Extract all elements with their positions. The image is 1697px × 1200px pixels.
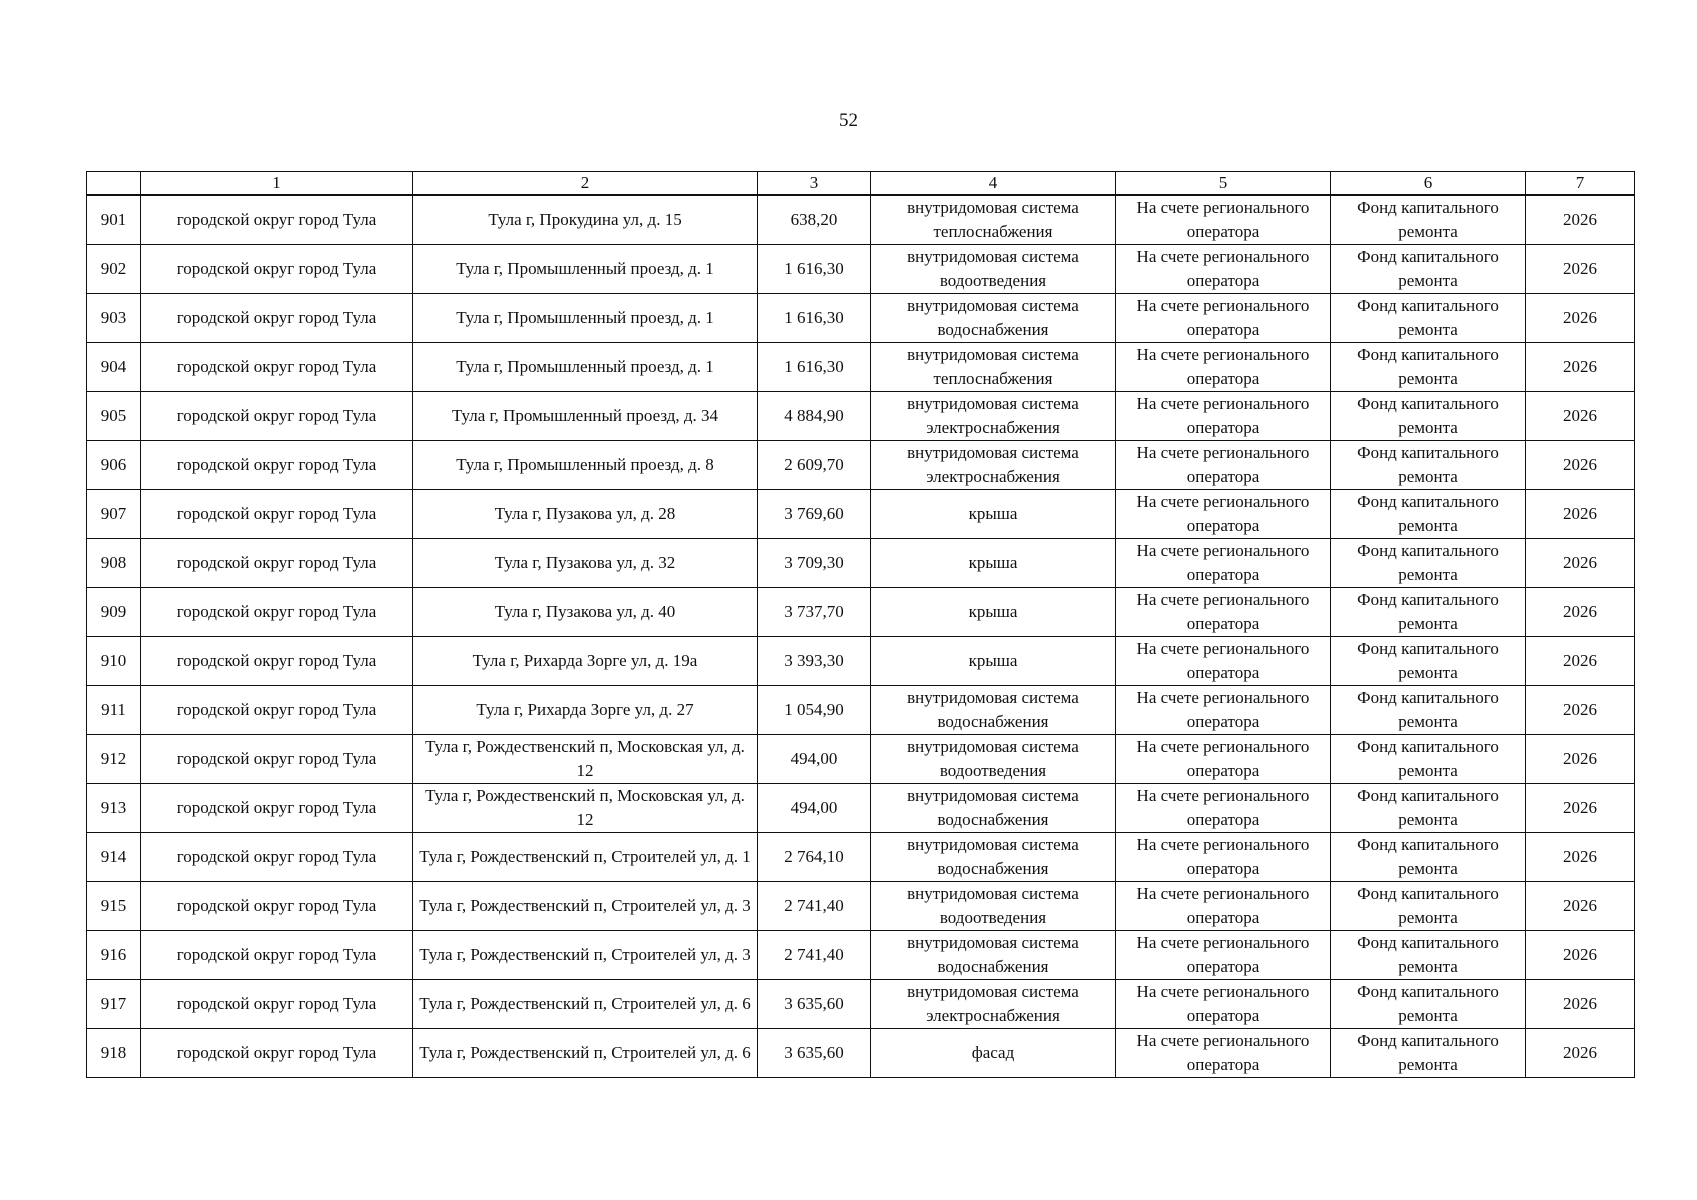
row-number-cell: 906 <box>87 441 141 490</box>
fund-method-cell: На счете регионального оператора <box>1116 195 1331 245</box>
area-cell: 1 054,90 <box>758 686 871 735</box>
fund-method-cell: На счете регионального оператора <box>1116 294 1331 343</box>
header-cell-index <box>87 172 141 196</box>
table-row <box>87 490 1635 539</box>
fund-method-cell: На счете регионального оператора <box>1116 441 1331 490</box>
row-number-cell: 913 <box>87 784 141 833</box>
area-cell: 2 764,10 <box>758 833 871 882</box>
area-cell: 2 609,70 <box>758 441 871 490</box>
address-cell: Тула г, Промышленный проезд, д. 8 <box>413 441 758 490</box>
municipality-cell: городской округ город Тула <box>141 637 413 686</box>
table-row <box>87 980 1635 1029</box>
area-cell: 4 884,90 <box>758 392 871 441</box>
year-cell: 2026 <box>1526 931 1635 980</box>
fund-method-cell: На счете регионального оператора <box>1116 392 1331 441</box>
header-cell-2: 2 <box>413 172 758 196</box>
funding-source-cell: Фонд капитального ремонта <box>1331 195 1526 245</box>
area-cell: 3 393,30 <box>758 637 871 686</box>
funding-source-cell: Фонд капитального ремонта <box>1331 637 1526 686</box>
year-cell: 2026 <box>1526 686 1635 735</box>
funding-source-cell: Фонд капитального ремонта <box>1331 441 1526 490</box>
funding-source-cell: Фонд капитального ремонта <box>1331 588 1526 637</box>
fund-method-cell: На счете регионального оператора <box>1116 539 1331 588</box>
funding-source-cell: Фонд капитального ремонта <box>1331 833 1526 882</box>
header-cell-6: 6 <box>1331 172 1526 196</box>
funding-source-cell: Фонд капитального ремонта <box>1331 980 1526 1029</box>
header-row <box>87 172 1635 196</box>
address-cell: Тула г, Промышленный проезд, д. 1 <box>413 294 758 343</box>
year-cell: 2026 <box>1526 441 1635 490</box>
fund-method-cell: На счете регионального оператора <box>1116 490 1331 539</box>
funding-source-cell: Фонд капитального ремонта <box>1331 392 1526 441</box>
header-cell-3: 3 <box>758 172 871 196</box>
municipality-cell: городской округ город Тула <box>141 441 413 490</box>
fund-method-cell: На счете регионального оператора <box>1116 245 1331 294</box>
header-cell-1: 1 <box>141 172 413 196</box>
municipality-cell: городской округ город Тула <box>141 343 413 392</box>
fund-method-cell: На счете регионального оператора <box>1116 980 1331 1029</box>
table-row <box>87 637 1635 686</box>
municipality-cell: городской округ город Тула <box>141 1029 413 1078</box>
year-cell: 2026 <box>1526 245 1635 294</box>
municipality-cell: городской округ город Тула <box>141 195 413 245</box>
year-cell: 2026 <box>1526 490 1635 539</box>
address-cell: Тула г, Рихарда Зорге ул, д. 19а <box>413 637 758 686</box>
area-cell: 2 741,40 <box>758 882 871 931</box>
year-cell: 2026 <box>1526 980 1635 1029</box>
municipality-cell: городской округ город Тула <box>141 588 413 637</box>
municipality-cell: городской округ город Тула <box>141 294 413 343</box>
year-cell: 2026 <box>1526 784 1635 833</box>
table-row <box>87 294 1635 343</box>
address-cell: Тула г, Пузакова ул, д. 32 <box>413 539 758 588</box>
year-cell: 2026 <box>1526 392 1635 441</box>
area-cell: 3 709,30 <box>758 539 871 588</box>
fund-method-cell: На счете регионального оператора <box>1116 833 1331 882</box>
table-header <box>87 172 1635 196</box>
table-row <box>87 441 1635 490</box>
address-cell: Тула г, Промышленный проезд, д. 1 <box>413 245 758 294</box>
row-number-cell: 917 <box>87 980 141 1029</box>
work-type-cell: внутридомовая система теплоснабжения <box>871 343 1116 392</box>
address-cell: Тула г, Прокудина ул, д. 15 <box>413 195 758 245</box>
area-cell: 638,20 <box>758 195 871 245</box>
area-cell: 1 616,30 <box>758 245 871 294</box>
year-cell: 2026 <box>1526 882 1635 931</box>
row-number-cell: 918 <box>87 1029 141 1078</box>
work-type-cell: внутридомовая система водоотведения <box>871 735 1116 784</box>
address-cell: Тула г, Промышленный проезд, д. 1 <box>413 343 758 392</box>
row-number-cell: 914 <box>87 833 141 882</box>
table-row <box>87 931 1635 980</box>
work-type-cell: крыша <box>871 637 1116 686</box>
address-cell: Тула г, Промышленный проезд, д. 34 <box>413 392 758 441</box>
area-cell: 494,00 <box>758 784 871 833</box>
area-cell: 3 635,60 <box>758 1029 871 1078</box>
work-type-cell: внутридомовая система водоотведения <box>871 882 1116 931</box>
table-row <box>87 686 1635 735</box>
address-cell: Тула г, Рождественский п, Строителей ул, д. 6 <box>413 980 758 1029</box>
municipality-cell: городской округ город Тула <box>141 686 413 735</box>
municipality-cell: городской округ город Тула <box>141 833 413 882</box>
area-cell: 2 741,40 <box>758 931 871 980</box>
address-cell: Тула г, Рождественский п, Строителей ул, д. 3 <box>413 931 758 980</box>
municipality-cell: городской округ город Тула <box>141 735 413 784</box>
work-type-cell: внутридомовая система водоснабжения <box>871 833 1116 882</box>
year-cell: 2026 <box>1526 1029 1635 1078</box>
municipality-cell: городской округ город Тула <box>141 539 413 588</box>
row-number-cell: 907 <box>87 490 141 539</box>
work-type-cell: внутридомовая система водоотведения <box>871 245 1116 294</box>
work-type-cell: внутридомовая система водоснабжения <box>871 294 1116 343</box>
municipality-cell: городской округ город Тула <box>141 980 413 1029</box>
work-type-cell: внутридомовая система водоснабжения <box>871 931 1116 980</box>
table-row <box>87 539 1635 588</box>
row-number-cell: 911 <box>87 686 141 735</box>
area-cell: 3 769,60 <box>758 490 871 539</box>
municipality-cell: городской округ город Тула <box>141 931 413 980</box>
row-number-cell: 915 <box>87 882 141 931</box>
funding-source-cell: Фонд капитального ремонта <box>1331 539 1526 588</box>
funding-source-cell: Фонд капитального ремонта <box>1331 1029 1526 1078</box>
funding-source-cell: Фонд капитального ремонта <box>1331 735 1526 784</box>
work-type-cell: крыша <box>871 490 1116 539</box>
municipality-cell: городской округ город Тула <box>141 490 413 539</box>
fund-method-cell: На счете регионального оператора <box>1116 882 1331 931</box>
fund-method-cell: На счете регионального оператора <box>1116 735 1331 784</box>
fund-method-cell: На счете регионального оператора <box>1116 588 1331 637</box>
row-number-cell: 905 <box>87 392 141 441</box>
table-row <box>87 735 1635 784</box>
fund-method-cell: На счете регионального оператора <box>1116 686 1331 735</box>
table-row <box>87 882 1635 931</box>
area-cell: 1 616,30 <box>758 294 871 343</box>
table-row <box>87 588 1635 637</box>
address-cell: Тула г, Пузакова ул, д. 28 <box>413 490 758 539</box>
municipality-cell: городской округ город Тула <box>141 392 413 441</box>
year-cell: 2026 <box>1526 588 1635 637</box>
address-cell: Тула г, Рождественский п, Строителей ул, д. 1 <box>413 833 758 882</box>
funding-source-cell: Фонд капитального ремонта <box>1331 294 1526 343</box>
area-cell: 3 635,60 <box>758 980 871 1029</box>
table-row <box>87 343 1635 392</box>
row-number-cell: 903 <box>87 294 141 343</box>
fund-method-cell: На счете регионального оператора <box>1116 784 1331 833</box>
row-number-cell: 901 <box>87 195 141 245</box>
address-cell: Тула г, Рождественский п, Московская ул, д. 12 <box>413 784 758 833</box>
work-type-cell: внутридомовая система электроснабжения <box>871 980 1116 1029</box>
funding-source-cell: Фонд капитального ремонта <box>1331 343 1526 392</box>
address-cell: Тула г, Рождественский п, Строителей ул, д. 6 <box>413 1029 758 1078</box>
funding-source-cell: Фонд капитального ремонта <box>1331 490 1526 539</box>
address-cell: Тула г, Рождественский п, Строителей ул, д. 3 <box>413 882 758 931</box>
funding-source-cell: Фонд капитального ремонта <box>1331 686 1526 735</box>
funding-source-cell: Фонд капитального ремонта <box>1331 882 1526 931</box>
funding-source-cell: Фонд капитального ремонта <box>1331 784 1526 833</box>
address-cell: Тула г, Рихарда Зорге ул, д. 27 <box>413 686 758 735</box>
year-cell: 2026 <box>1526 294 1635 343</box>
work-type-cell: крыша <box>871 588 1116 637</box>
address-cell: Тула г, Рождественский п, Московская ул, д. 12 <box>413 735 758 784</box>
year-cell: 2026 <box>1526 539 1635 588</box>
work-type-cell: внутридомовая система электроснабжения <box>871 392 1116 441</box>
table-body <box>87 195 1635 1078</box>
header-cell-7: 7 <box>1526 172 1635 196</box>
fund-method-cell: На счете регионального оператора <box>1116 637 1331 686</box>
fund-method-cell: На счете регионального оператора <box>1116 343 1331 392</box>
municipality-cell: городской округ город Тула <box>141 245 413 294</box>
work-type-cell: внутридомовая система электроснабжения <box>871 441 1116 490</box>
table-row <box>87 392 1635 441</box>
row-number-cell: 912 <box>87 735 141 784</box>
funding-source-cell: Фонд капитального ремонта <box>1331 245 1526 294</box>
work-type-cell: внутридомовая система водоснабжения <box>871 784 1116 833</box>
work-type-cell: фасад <box>871 1029 1116 1078</box>
work-type-cell: крыша <box>871 539 1116 588</box>
work-type-cell: внутридомовая система теплоснабжения <box>871 195 1116 245</box>
funding-source-cell: Фонд капитального ремонта <box>1331 931 1526 980</box>
year-cell: 2026 <box>1526 735 1635 784</box>
table-row <box>87 1029 1635 1078</box>
row-number-cell: 916 <box>87 931 141 980</box>
row-number-cell: 908 <box>87 539 141 588</box>
year-cell: 2026 <box>1526 637 1635 686</box>
table-row <box>87 245 1635 294</box>
table-row <box>87 784 1635 833</box>
municipality-cell: городской округ город Тула <box>141 784 413 833</box>
row-number-cell: 910 <box>87 637 141 686</box>
year-cell: 2026 <box>1526 343 1635 392</box>
year-cell: 2026 <box>1526 195 1635 245</box>
area-cell: 3 737,70 <box>758 588 871 637</box>
fund-method-cell: На счете регионального оператора <box>1116 931 1331 980</box>
table-row <box>87 195 1635 245</box>
data-table <box>86 171 1635 1078</box>
area-cell: 494,00 <box>758 735 871 784</box>
page-number: 52 <box>839 110 858 131</box>
row-number-cell: 904 <box>87 343 141 392</box>
row-number-cell: 902 <box>87 245 141 294</box>
row-number-cell: 909 <box>87 588 141 637</box>
header-cell-4: 4 <box>871 172 1116 196</box>
table-row <box>87 833 1635 882</box>
area-cell: 1 616,30 <box>758 343 871 392</box>
header-cell-5: 5 <box>1116 172 1331 196</box>
municipality-cell: городской округ город Тула <box>141 882 413 931</box>
year-cell: 2026 <box>1526 833 1635 882</box>
address-cell: Тула г, Пузакова ул, д. 40 <box>413 588 758 637</box>
work-type-cell: внутридомовая система водоснабжения <box>871 686 1116 735</box>
fund-method-cell: На счете регионального оператора <box>1116 1029 1331 1078</box>
